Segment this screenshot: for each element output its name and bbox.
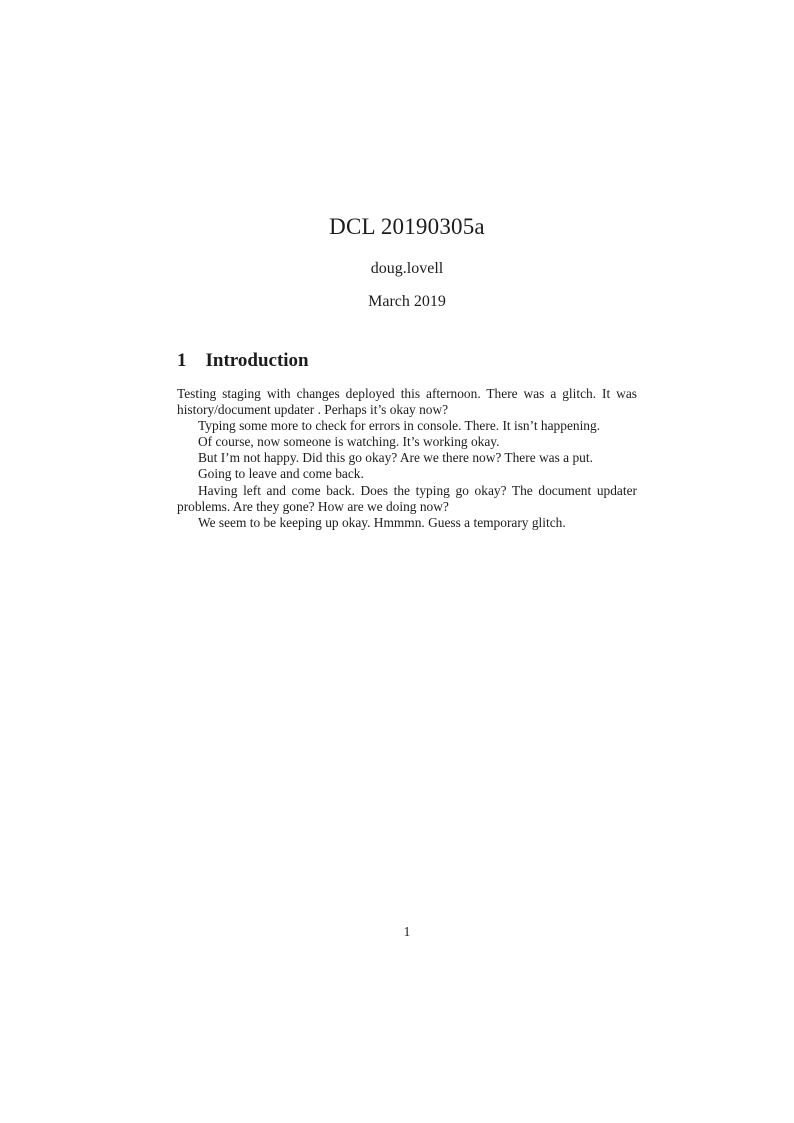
- paragraph: Having left and come back. Does the typing go okay? The document updater problems. Are they gone? How are we doing now?: [177, 482, 637, 514]
- paragraph: Typing some more to check for errors in console. There. It isn’t happening.: [198, 418, 601, 434]
- body-text: [177, 386, 637, 531]
- section-title: Introduction: [205, 350, 309, 371]
- paragraph: Of course, now someone is watching. It’s working okay.: [198, 434, 500, 450]
- title-block: [177, 214, 637, 311]
- section-heading: [177, 350, 637, 372]
- paragraph: Testing staging with changes deployed this afternoon. There was a glitch. It was history/document updater . Perhaps it’s okay now?: [177, 386, 637, 418]
- document-author: doug.lovell: [370, 260, 444, 277]
- paragraph: Going to leave and come back.: [198, 466, 364, 482]
- text-column: [177, 0, 637, 531]
- paragraph: We seem to be keeping up okay. Hmmmn. Guess a temporary glitch.: [198, 514, 566, 530]
- section-number: 1: [177, 350, 187, 371]
- document-title: DCL 20190305a: [329, 214, 485, 239]
- paragraph: But I’m not happy. Did this go okay? Are we there now? There was a put.: [198, 450, 593, 466]
- page-number: 1: [403, 924, 411, 939]
- document-date: March 2019: [368, 293, 446, 310]
